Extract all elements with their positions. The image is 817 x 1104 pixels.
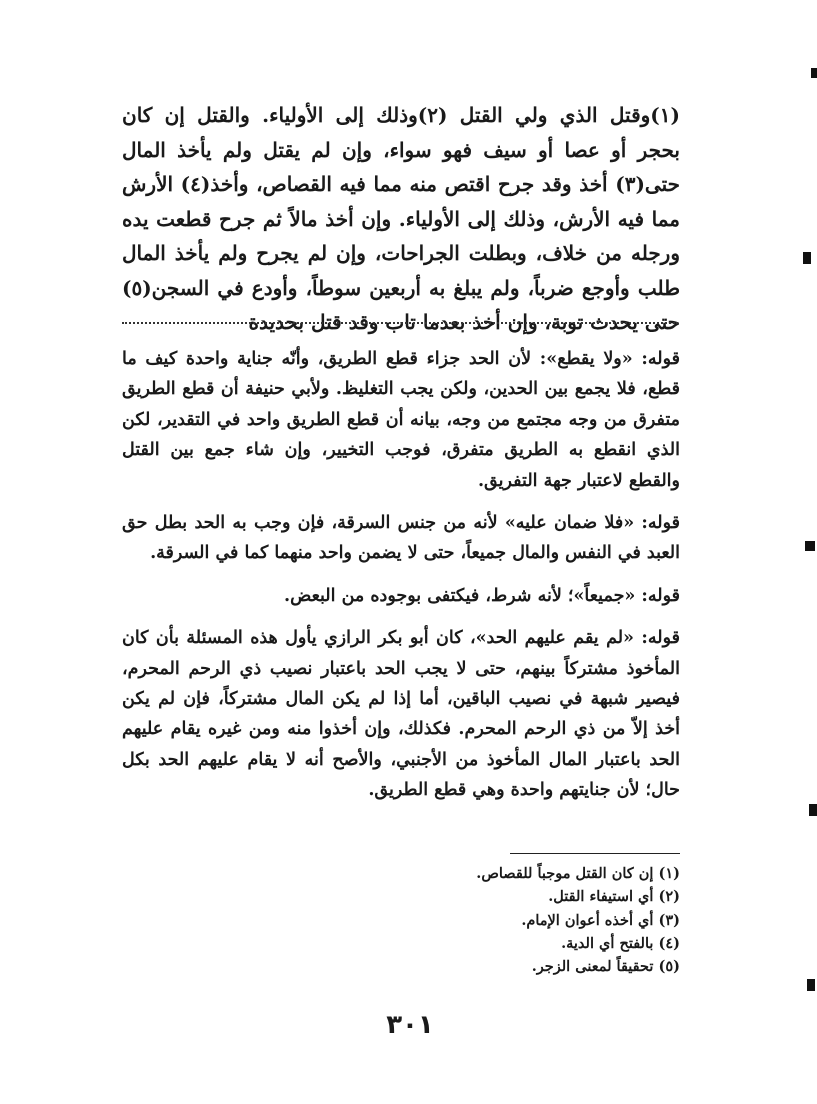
footnote: (٣) أي أخذه أعوان الإمام. <box>521 911 680 929</box>
commentary-paragraph: قوله: «جميعاً»؛ لأنه شرط، فيكتفى بوجوده من البعض. <box>284 585 680 606</box>
footnote-rule <box>510 853 680 854</box>
dotted-separator <box>122 322 678 324</box>
scan-mark <box>809 804 817 816</box>
commentary-paragraph: قوله: «ولا يقطع»: لأن الحد جزاء قطع الطريق، وأنّه جناية واحدة كيف ما قطع، فلا يجمع بين الحدين، ولكن يجب التغليظ. ولأبي حنيفة أن قطع الطريق متفرق من وجه مجتمع من وجه، بيانه أن قطع الطريق واحد في التقدير، لكن الذي انقطع به الطريق متفرق، فوجب التخيير، وإن شاء جمع بين القتل والقطع لاعتبار جهة التفريق. <box>122 349 680 491</box>
main-paragraph: (١)وقتل الذي ولي القتل (٢)وذلك إلى الأولياء. والقتل إن كان بحجر أو عصا أو سيف فهو سواء، وإن لم يقتل ولم يأخذ المال حتى(٣) أخذ وقد جرح اقتص منه مما فيه القصاص، وأخذ(٤) الأرش مما فيه الأرش، وذلك إلى الأولياء. وإن أخذ مالاً ثم جرح قطعت يده ورجله من خلاف، وبطلت الجراحات، وإن لم يجرح ولم يأخذ المال طلب وأوجع ضرباً، ولم يبلغ به أربعين سوطاً، وأودع في السجن(٥) حتى يحدث توبة، وإن أخذ بعدما تاب وقد قتل بحديدة <box>122 103 680 334</box>
commentary-paragraph: قوله: «فلا ضمان عليه» لأنه من جنس السرقة، فإن وجب به الحد بطل حق العبد في النفس والمال جميعاً، حتى لا يضمن واحد منهما كما في السرقة. <box>122 513 680 564</box>
commentary-paragraph: قوله: «لم يقم عليهم الحد»، كان أبو بكر الرازي يأول هذه المسئلة بأن كان المأخوذ مشتركاً بينهم، حتى لا يجب الحد باعتبار نصيب ذي الرحم المحرم، فيصير شبهة في نصيب الباقين، أما إذا لم يكن المال مشتركاً، فإن لم يكن أخذ إلاّ من ذي الرحم المحرم. فكذلك، وإن أخذوا منه ومن غيره يقام عليهم الحد باعتبار المال المأخوذ من الأجنبي، والأصح أنه لا يقام عليهم الحد بكل حال؛ لأن جنايتهم واحدة وهي قطع الطريق. <box>122 628 680 801</box>
footnotes <box>360 862 680 978</box>
footnote: (٢) أي استيفاء القتل. <box>548 888 680 906</box>
commentary-section <box>122 344 680 818</box>
main-text <box>122 98 680 340</box>
footnote: (١) إن كان القتل موجباً للقصاص. <box>476 865 680 882</box>
page-number: ٣٠١ <box>386 1010 434 1040</box>
scan-mark <box>807 979 815 991</box>
footnote: (٥) تحقيقاً لمعنى الزجر. <box>531 958 680 976</box>
scan-mark <box>811 68 817 78</box>
footnote: (٤) بالفتح أي الدية. <box>561 934 680 952</box>
scan-mark <box>805 541 815 551</box>
scan-mark <box>803 252 811 264</box>
